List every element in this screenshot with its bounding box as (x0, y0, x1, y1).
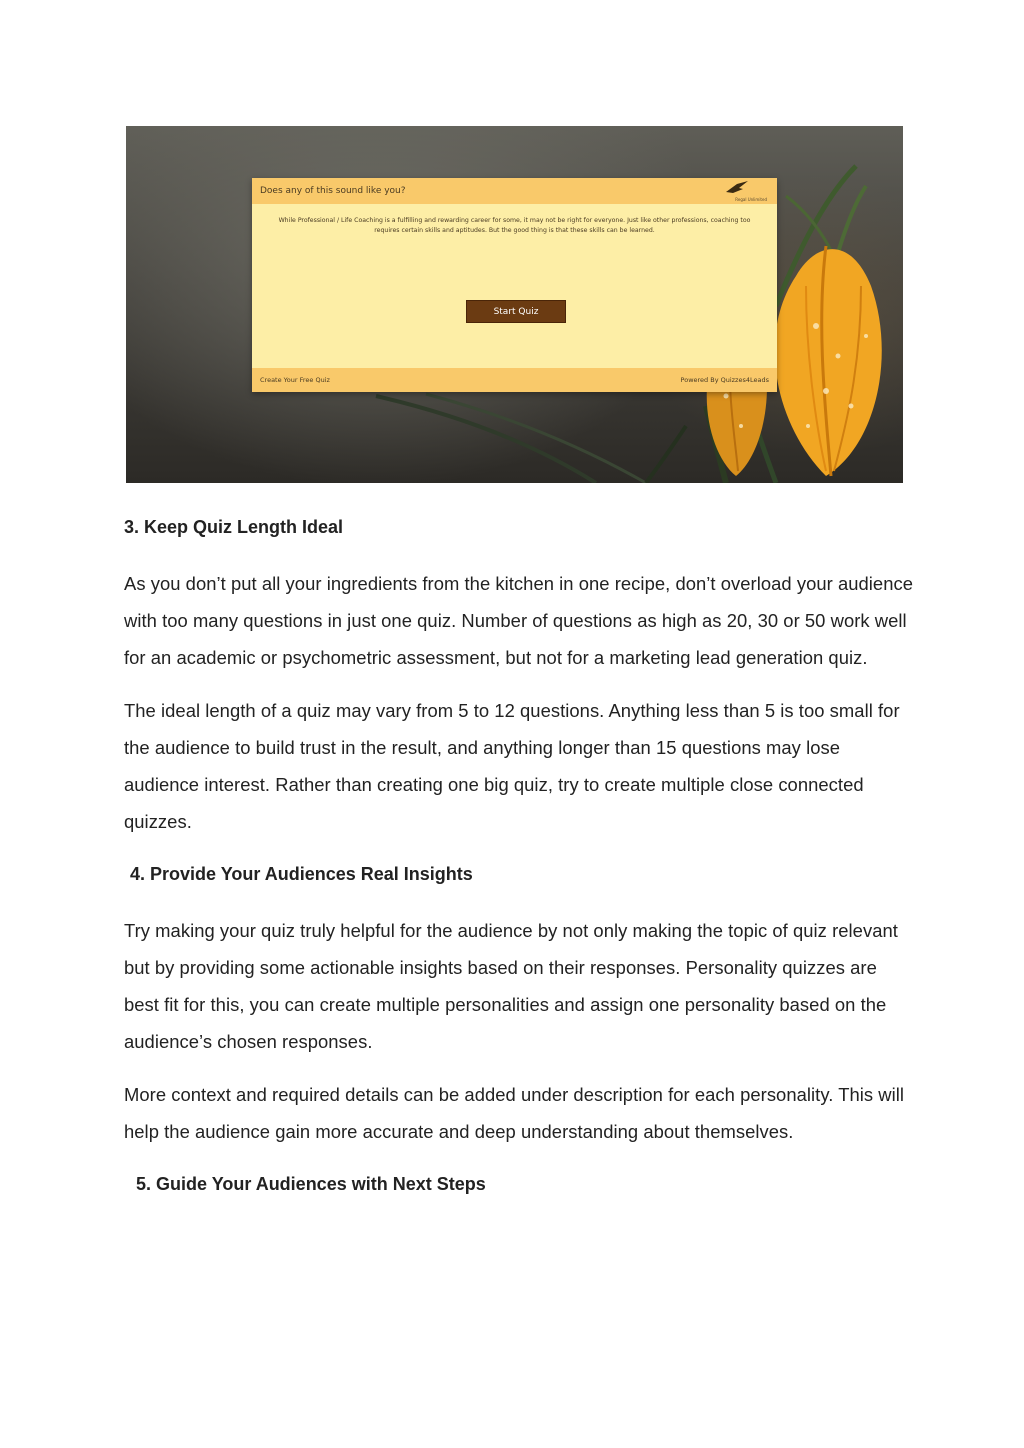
quiz-widget (252, 178, 777, 392)
section-heading: 5. Guide Your Audiences with Next Steps (136, 1174, 486, 1194)
quiz-screenshot-image (126, 126, 903, 483)
quiz-logo (721, 180, 767, 202)
section-heading: 3. Keep Quiz Length Ideal (124, 517, 344, 537)
quiz-widget-footer (252, 368, 777, 392)
section-heading: 4. Provide Your Audiences Real Insights (130, 864, 473, 884)
quiz-description: While Professional / Life Coaching is a fulfilling and rewarding career for some, it may not be right for everyone. Just like other professions, coaching too requires certain skills and aptitudes. But the good thing is that these skills can be learned. (278, 217, 751, 234)
quiz-widget-header (252, 178, 777, 204)
quiz-widget-title: Does any of this sound like you? (260, 186, 406, 196)
paragraph: The ideal length of a quiz may vary from 5 to 12 questions. Anything less than 5 is too small for the audience to build trust in the result, and anything longer than 15 questions may lose audience interest. Rather than creating one big quiz, try to create multiple close connected quizzes. (124, 700, 900, 832)
paragraph: More context and required details can be added under description for each personality. This will help the audience gain more accurate and deep understanding about themselves. (124, 1084, 905, 1142)
article-content (124, 515, 914, 1196)
paragraph: Try making your quiz truly helpful for the audience by not only making the topic of quiz relevant but by providing some actionable insights based on their responses. Personality quizzes are best fit for this, you can create multiple personalities and assign one personality based on the audience’s chosen responses. (124, 920, 898, 1052)
paragraph: As you don’t put all your ingredients from the kitchen in one recipe, don’t overload your audience with too many questions in just one quiz. Number of questions as high as 20, 30 or 50 work well for an academic or psychometric assessment, but not for a marketing lead generation quiz. (124, 573, 914, 668)
powered-by-link[interactable]: Powered By Quizzes4Leads (680, 376, 769, 384)
start-quiz-button[interactable]: Start Quiz (466, 300, 566, 323)
quiz-widget-body (252, 204, 777, 348)
create-free-quiz-link[interactable]: Create Your Free Quiz (260, 376, 330, 384)
eagle-logo-icon (725, 180, 749, 196)
quiz-logo-text: Regal Unlimited (735, 197, 767, 202)
